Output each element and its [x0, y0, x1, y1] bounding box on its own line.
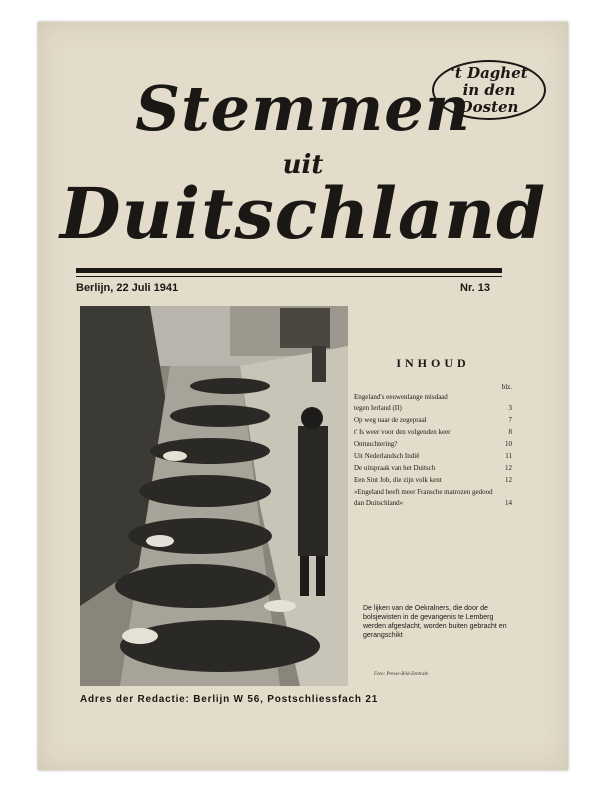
toc-item — [354, 415, 512, 426]
photo-caption: De lijken van de Oekralners, die door de bolsjewisten in de gevangenis te Lemberg werden afgeslacht, worden buiten gebracht en gerangschikt — [363, 605, 507, 639]
toc-item-page: 8 — [508, 428, 512, 436]
toc-item-title: Ontnuchtering? — [354, 440, 398, 448]
toc-item — [354, 451, 512, 462]
toc-item-title: De uitspraak van het Duitsch — [354, 464, 436, 472]
toc-item-page: 11 — [505, 452, 512, 460]
toc-item-page: 12 — [505, 464, 512, 472]
toc-item-title: t' Is weer voor den volgenden keer — [354, 428, 451, 436]
toc-item — [354, 463, 512, 474]
masthead-uit: uit — [282, 150, 324, 180]
toc-item — [354, 427, 512, 438]
masthead-stemmen: Stemmen — [135, 72, 471, 145]
toc-item — [354, 475, 512, 486]
toc-item-page: 3 — [508, 404, 512, 412]
toc-item-title: »Engeland heeft meer Fransche matrozen gedood dan Duitschland« — [354, 488, 493, 507]
toc-item — [354, 439, 512, 450]
newspaper-page — [38, 22, 568, 770]
toc-item-title: Een Sint Job, die zijn volk kent — [354, 476, 442, 484]
toc-item-page: 7 — [508, 416, 512, 424]
masthead-rule — [76, 268, 502, 273]
dateline: Berlijn, 22 Juli 1941 — [76, 282, 179, 294]
editorial-address: Adres der Redactie: Berlijn W 56, Postschliessfach 21 — [80, 694, 379, 705]
toc-item-title: Engeland's eeuwenlange misdaad tegen Ierland (II) — [354, 393, 448, 412]
page-column-label: blz. — [501, 383, 512, 391]
table-of-contents — [354, 356, 512, 509]
masthead-rule-thin — [76, 276, 502, 277]
toc-item-page: 12 — [505, 476, 512, 484]
contents-title: INHOUD — [396, 356, 470, 370]
masthead-duitschland: Duitschland — [59, 172, 547, 255]
slogan-badge: 't Daghet in den Oosten — [432, 60, 546, 120]
toc-item-title: Uit Nederlandsch Indië — [354, 452, 420, 460]
toc-item-page: 10 — [505, 440, 512, 448]
photo-credit: Foto: Presse-Bild-Zentrale — [374, 672, 429, 677]
toc-item — [354, 487, 512, 509]
toc-item-page: 14 — [505, 499, 512, 507]
toc-item — [354, 392, 512, 414]
front-photo — [80, 306, 348, 686]
issue-number: Nr. 13 — [460, 282, 490, 294]
toc-item-title: Op weg naar de zegepraal — [354, 416, 427, 424]
